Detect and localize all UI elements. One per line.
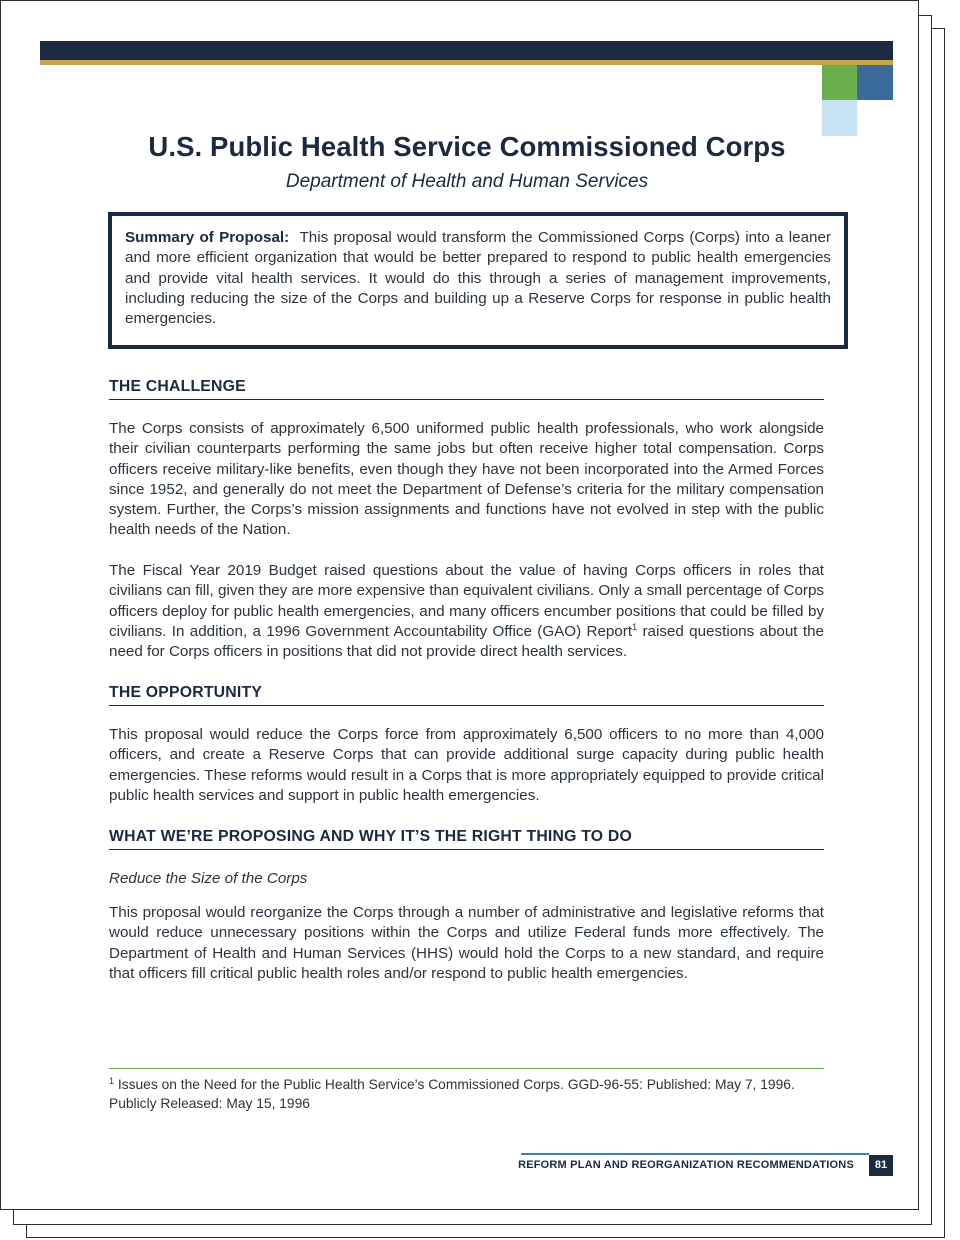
opportunity-paragraph: This proposal would reduce the Corps force from approximately 6,500 officers to no more than 4,000 officers, and create a Reserve Corps that can provide additional surge capacity during public health emergencies. These reforms would result in a Corps that is more appropriately equipped to provide critical public health services and support in public health emergencies. bbox=[109, 726, 824, 804]
challenge-paragraph-2 bbox=[109, 561, 824, 662]
summary-text: This proposal would transform the Commissioned Corps (Corps) into a leaner and more efficient organization that would be better prepared to respond to public health emergencies and provide vital health services. It would do this through a series of management improvements, including reducing the size of the Corps and building up a Reserve Corps for response in public health emergencies. bbox=[125, 229, 832, 328]
challenge-paragraph-2-part-1: The Fiscal Year 2019 Budget raised questions about the value of having Corps officers in roles that civilians can fill, given they are more expensive than equivalent civilians. Only a small percentage of Corps officers deploy for public health emergencies, and many officers encumber positions that could be filled by civilians. In addition, a 1996 Government Accountability Office (GAO) Report bbox=[109, 562, 824, 640]
proposing-paragraph: This proposal would reorganize the Corps through a number of administrative and legislative reforms that would reduce unnecessary positions within the Corps and utilize Federal funds more effectively. The Department of Health and Human Services (HHS) would hold the Corps to a new standard, and require that officers fill critical public health roles and/or respond to public health emergencies. bbox=[109, 904, 824, 982]
footnote bbox=[109, 1072, 829, 1113]
challenge-heading: THE CHALLENGE bbox=[109, 378, 824, 400]
page-number: 81 bbox=[869, 1155, 893, 1176]
footer-label: REFORM PLAN AND REORGANIZATION RECOMMENDATIONS bbox=[518, 1159, 854, 1171]
footnote-reference[interactable]: 1 bbox=[632, 621, 638, 632]
proposing-subheading: Reduce the Size of the Corps bbox=[109, 870, 308, 887]
header-navy-bar bbox=[40, 41, 893, 60]
header-gold-rule bbox=[40, 60, 893, 65]
proposing-heading: WHAT WE’RE PROPOSING AND WHY IT’S THE RIGHT THING TO DO bbox=[109, 828, 824, 850]
page-subtitle: Department of Health and Human Services bbox=[285, 171, 649, 192]
decorative-blue-square bbox=[857, 65, 893, 100]
footer-rule bbox=[521, 1153, 869, 1155]
summary-paragraph bbox=[125, 228, 831, 329]
footnote-number: 1 bbox=[109, 1076, 115, 1086]
footnote-rule bbox=[109, 1068, 824, 1069]
challenge-paragraph-1: The Corps consists of approximately 6,500 uniformed public health professionals, who work alongside their civilian counterparts performing the same jobs but often receive higher total compensation. Corps officers receive military-like benefits, even though they have not been incorporated into the Armed Forces since 1952, and generally do not meet the Department of Defense’s criteria for the military compensation system. Further, the Corps’s mission assignments and functions have not evolved in step with the public health needs of the Nation. bbox=[109, 420, 824, 539]
summary-box bbox=[108, 212, 848, 349]
summary-label: Summary of Proposal: bbox=[125, 229, 290, 246]
footnote-text: Issues on the Need for the Public Health Service’s Commissioned Corps. GGD-96-55: Published: May 7, 1996. Publicly Released: May 15, 1996 bbox=[109, 1077, 795, 1111]
page-title: U.S. Public Health Service Commissioned Corps bbox=[148, 131, 786, 162]
decorative-green-square bbox=[822, 65, 857, 100]
challenge-paragraph-2-part-2: raised questions about the need for Corps officers in positions that did not provide direct health services. bbox=[109, 622, 824, 661]
opportunity-heading: THE OPPORTUNITY bbox=[109, 684, 824, 706]
